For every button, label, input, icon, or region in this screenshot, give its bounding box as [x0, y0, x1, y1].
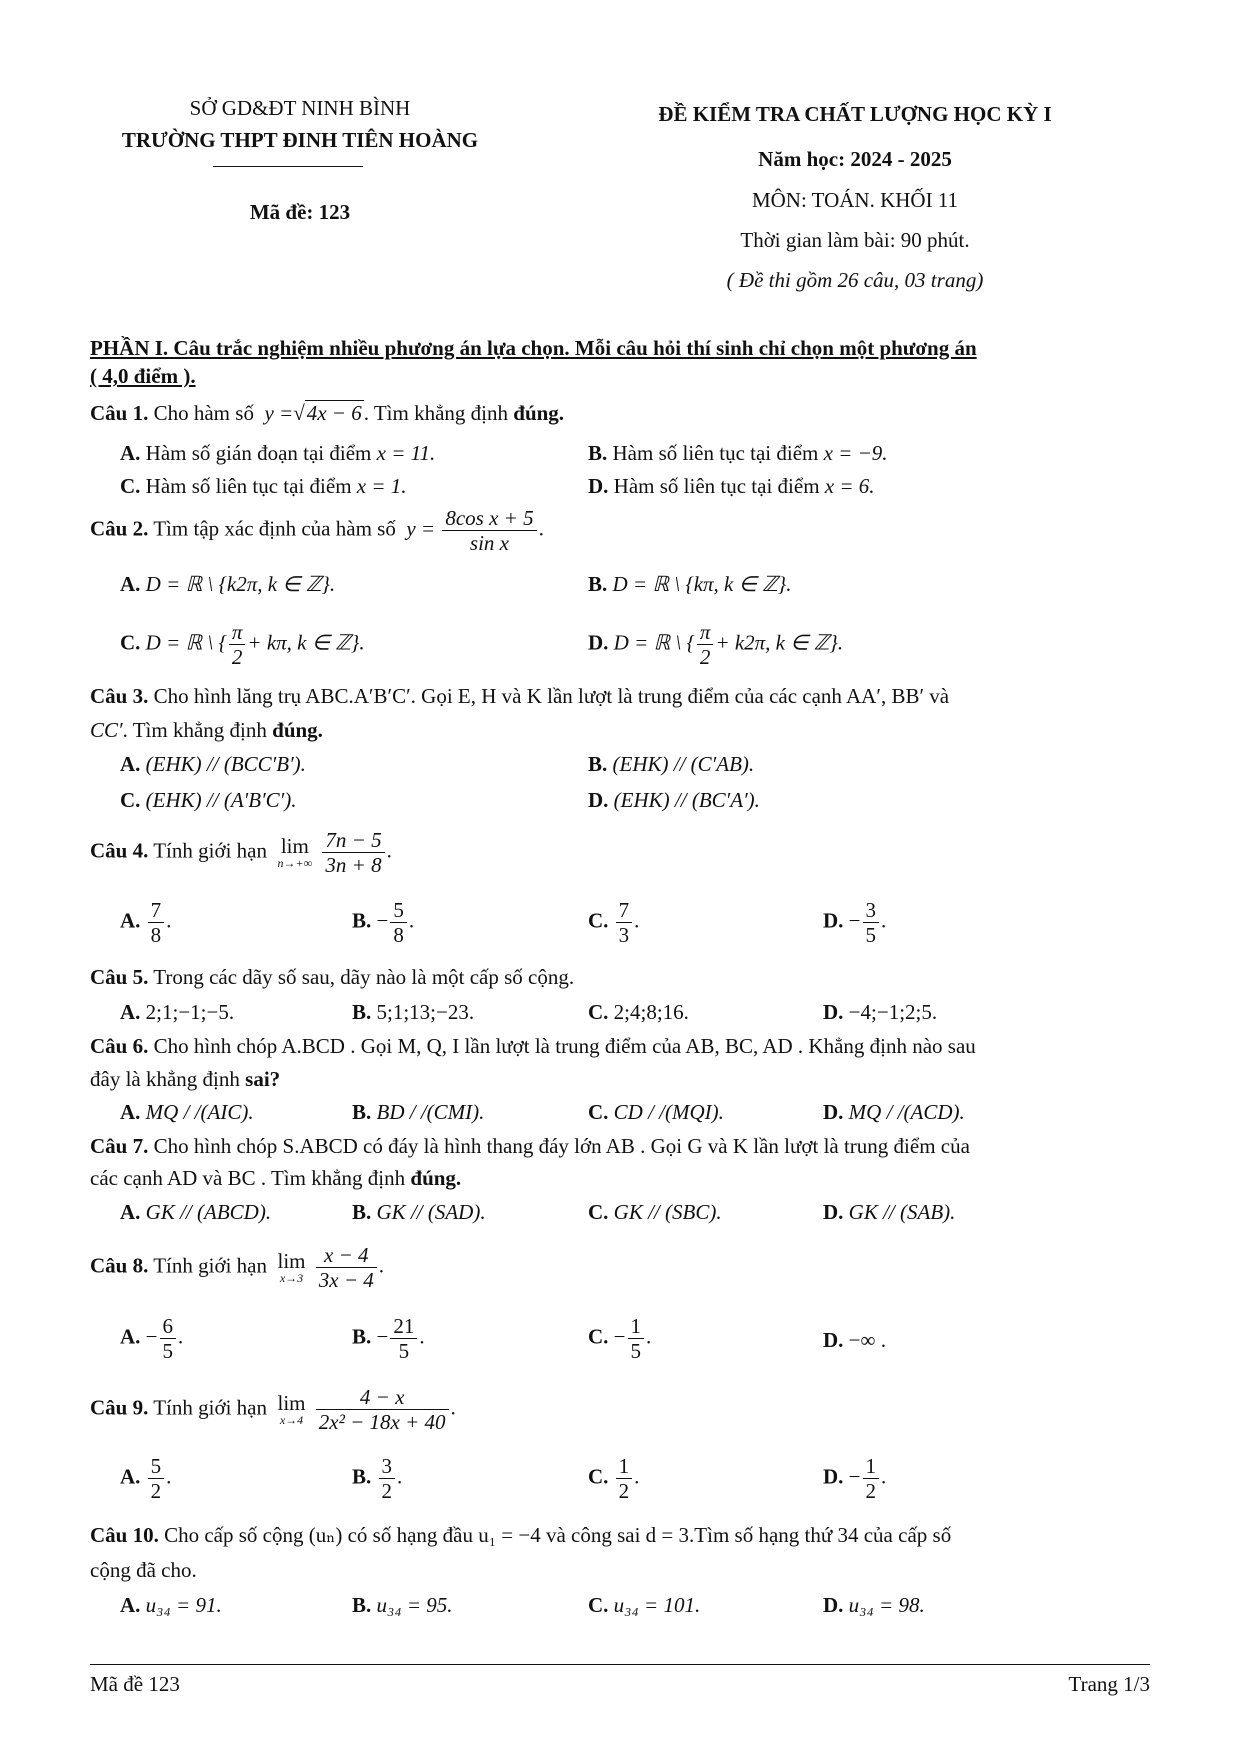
question-2: Câu 2. Tìm tập xác định của hàm số y = $\frac{\text{8cos x + 5}}{\text{sin x}}$ . — [90, 506, 544, 556]
q1-option-c: C. Hàm số liên tục tại điểm x = 1. — [120, 474, 407, 498]
q3-option-b: B. (EHK) // (C′AB). — [588, 752, 755, 776]
q4-option-d: D. − $\frac{3}{5}$ . — [823, 898, 887, 948]
question-7: Câu 7. Cho hình chóp S.ABCD có đáy là hình thang đáy lớn AB . Gọi G và K lần lượt là trung điểm của — [90, 1134, 970, 1158]
q2-option-c: C. D = ℝ \ { $\frac{\pi}{2}$ + kπ, k ∈ ℤ}. — [120, 620, 365, 670]
q10-option-a: A. u₃₄ = 91. — [120, 1593, 222, 1617]
section-title: PHẦN I. Câu trắc nghiệm nhiều phương án lựa chọn. Mỗi câu hỏi thí sinh chỉ chọn một phương án — [90, 336, 977, 360]
q10-option-b: B. u₃₄ = 95. — [352, 1593, 453, 1617]
q6-option-d: D. MQ / /(ACD). — [823, 1100, 965, 1124]
q6-option-a: A. MQ / /(AIC). — [120, 1100, 254, 1124]
section-points: ( 4,0 điểm ). — [90, 364, 196, 388]
q9-option-d: D. − $\frac{1}{2}$ . — [823, 1454, 887, 1504]
q5-option-c: C. 2;4;8;16. — [588, 1000, 689, 1024]
footer-page-number: Trang 1/3 — [1068, 1672, 1150, 1696]
question-10-line2: cộng đã cho. — [90, 1558, 197, 1582]
q5-option-b: B. 5;1;13;−23. — [352, 1000, 475, 1024]
question-7-line2: các cạnh AD và BC . Tìm khẳng định đúng. — [90, 1166, 462, 1190]
q3-option-c: C. (EHK) // (A′B′C′). — [120, 788, 297, 812]
question-1: Câu 1. Cho hàm số y =√4x − 6. Tìm khẳng định đúng. — [90, 401, 565, 425]
q10-option-d: D. u₃₄ = 98. — [823, 1593, 925, 1617]
exam-note: ( Đề thi gồm 26 câu, 03 trang) — [726, 268, 984, 292]
header-divider — [213, 166, 363, 167]
q3-option-d: D. (EHK) // (BC′A′). — [588, 788, 760, 812]
q8-option-c: C. − $\frac{1}{5}$ . — [588, 1314, 652, 1364]
q2-option-b: B. D = ℝ \ {kπ, k ∈ ℤ}. — [588, 572, 792, 596]
question-3-line2: CC′. Tìm khẳng định đúng. — [90, 718, 323, 742]
q9-option-a: A. $\frac{5}{2}$ . — [120, 1454, 172, 1504]
q7-option-d: D. GK // (SAB). — [823, 1200, 956, 1224]
question-3: Câu 3. Cho hình lăng trụ ABC.A′B′C′. Gọi E, H và K lần lượt là trung điểm của các cạnh AA′, BB′ và — [90, 684, 950, 708]
q6-option-b: B. BD / /(CMI). — [352, 1100, 485, 1124]
q2-option-a: A. D = ℝ \ {k2π, k ∈ ℤ}. — [120, 572, 336, 596]
question-5: Câu 5. Trong các dãy số sau, dãy nào là một cấp số cộng. — [90, 965, 575, 989]
school-name: TRƯỜNG THPT ĐINH TIÊN HOÀNG — [121, 128, 479, 152]
footer-divider — [90, 1664, 1150, 1665]
question-4: Câu 4. Tính giới hạn lim n→+∞ $\frac{7n - 5}{3n + 8}$ . — [90, 828, 392, 878]
q10-option-c: C. u₃₄ = 101. — [588, 1593, 701, 1617]
q1-option-a: A. Hàm số gián đoạn tại điểm x = 11. — [120, 441, 436, 465]
question-6: Câu 6. Cho hình chóp A.BCD . Gọi M, Q, I lần lượt là trung điểm của AB, BC, AD . Khẳng định nào sau — [90, 1034, 976, 1058]
footer-exam-code: Mã đề 123 — [90, 1672, 180, 1696]
q8-option-a: A. − $\frac{6}{5}$ . — [120, 1314, 184, 1364]
q1-option-d: D. Hàm số liên tục tại điểm x = 6. — [588, 474, 875, 498]
question-10: Câu 10. Cho cấp số cộng (uₙ) có số hạng đầu u₁ = −4 và công sai d = 3.Tìm số hạng thứ 34 của cấp số — [90, 1523, 952, 1547]
question-9: Câu 9. Tính giới hạn lim x→4 $\frac{4 - x}{\text{2x² − 18x + 40}}$ . — [90, 1385, 456, 1435]
q9-option-b: B. $\frac{3}{2}$ . — [352, 1454, 403, 1504]
q5-option-a: A. 2;1;−1;−5. — [120, 1000, 235, 1024]
q7-option-c: C. GK // (SBC). — [588, 1200, 722, 1224]
exam-code: Mã đề: 123 — [249, 200, 351, 224]
q8-option-b: B. − $\frac{21}{5}$ . — [352, 1314, 425, 1364]
q1-option-b: B. Hàm số liên tục tại điểm x = −9. — [588, 441, 888, 465]
question-8: Câu 8. Tính giới hạn lim x→3 $\frac{x - 4}{3x - 4}$ . — [90, 1243, 385, 1293]
q8-option-d: D. −∞ . — [823, 1328, 886, 1352]
q2-option-d: D. D = ℝ \ { $\frac{\pi}{2}$ + k2π, k ∈ ℤ}. — [588, 620, 844, 670]
q7-option-a: A. GK // (ABCD). — [120, 1200, 272, 1224]
exam-time: Thời gian làm bài: 90 phút. — [740, 228, 970, 252]
subject: MÔN: TOÁN. KHỐI 11 — [751, 188, 959, 212]
q4-option-a: A. $\frac{7}{8}$ . — [120, 898, 172, 948]
q4-option-b: B. − $\frac{5}{8}$ . — [352, 898, 415, 948]
q7-option-b: B. GK // (SAD). — [352, 1200, 486, 1224]
question-6-line2: đây là khẳng định sai? — [90, 1067, 281, 1091]
exam-title: ĐỀ KIỂM TRA CHẤT LƯỢNG HỌC KỲ I — [658, 102, 1052, 126]
q6-option-c: C. CD / /(MQI). — [588, 1100, 724, 1124]
department-name: SỞ GD&ĐT NINH BÌNH — [189, 96, 411, 120]
q9-option-c: C. $\frac{1}{2}$ . — [588, 1454, 640, 1504]
q3-option-a: A. (EHK) // (BCC′B′). — [120, 752, 306, 776]
q4-option-c: C. $\frac{7}{3}$ . — [588, 898, 640, 948]
q5-option-d: D. −4;−1;2;5. — [823, 1000, 938, 1024]
school-year: Năm học: 2024 - 2025 — [758, 147, 952, 171]
